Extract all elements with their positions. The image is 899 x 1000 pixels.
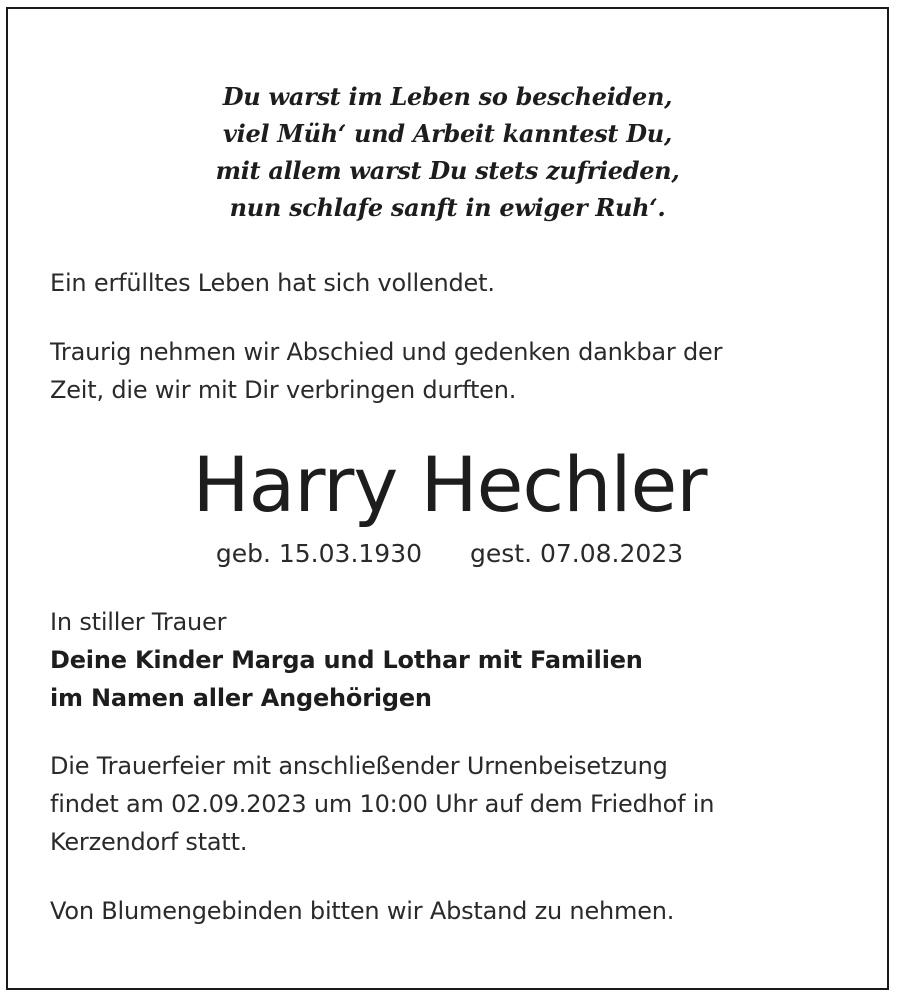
farewell-text [50, 333, 870, 409]
closing-line: Von Blumengebinden bitten wir Abstand zu nehmen. [50, 897, 675, 925]
mourners-family: Deine Kinder Marga und Lothar mit Familien [50, 646, 643, 674]
death-date: gest. 07.08.2023 [470, 539, 684, 568]
ceremony-line: Die Trauerfeier mit anschließender Urnenbeisetzung [50, 752, 668, 780]
poem-line: viel Müh‘ und Arbeit kanntest Du, [223, 119, 672, 148]
poem-line: mit allem warst Du stets zufrieden, [215, 156, 680, 185]
mourners-relatives: im Namen aller Angehörigen [50, 684, 432, 712]
closing-note [50, 892, 870, 930]
intro-line: Ein erfülltes Leben hat sich vollendet. [50, 269, 495, 297]
birth-date: geb. 15.03.1930 [215, 539, 423, 568]
ceremony-line: Kerzendorf statt. [50, 828, 248, 856]
memorial-poem [0, 78, 895, 226]
farewell-line: Zeit, die wir mit Dir verbringen durften. [50, 376, 517, 404]
ceremony-notice [50, 747, 870, 861]
farewell-line: Traurig nehmen wir Abschied und gedenken dankbar der [50, 338, 723, 366]
intro-text [50, 264, 870, 302]
mourners-block [50, 603, 870, 717]
mourners-intro: In stiller Trauer [50, 608, 227, 636]
poem-line: Du warst im Leben so bescheiden, [222, 82, 673, 111]
life-dates [0, 536, 899, 572]
deceased-name: Harry Hechler [192, 440, 707, 529]
poem-line: nun schlafe sanft in ewiger Ruh‘. [229, 193, 666, 222]
ceremony-line: findet am 02.09.2023 um 10:00 Uhr auf dem Friedhof in [50, 790, 715, 818]
